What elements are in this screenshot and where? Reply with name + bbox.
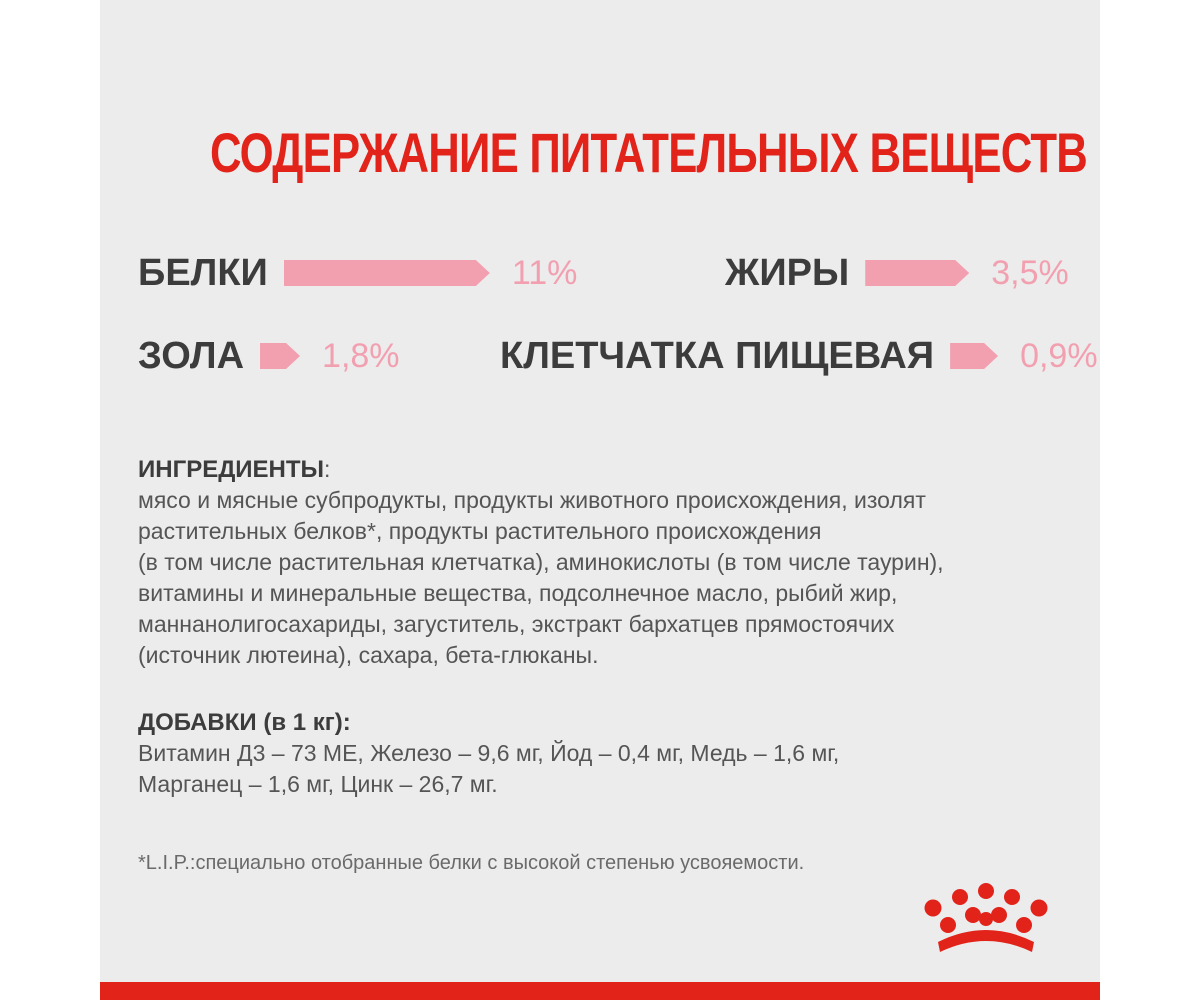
footnote: *L.I.P.:специально отобранные белки с высокой степенью усвояемости. [138,852,805,874]
ingredients-heading-row [138,454,1038,485]
nutrient-value: 11% [511,253,578,292]
nutrient-value: 3,5% [991,253,1069,292]
additives-line: Марганец – 1,6 мг, Цинк – 26,7 мг. [138,771,498,797]
nutrient-fat [725,251,1069,295]
bottom-accent-bar [100,982,1100,1000]
nutrient-label: КЛЕТЧАТКА ПИЩЕВАЯ [500,334,935,377]
ingredients-line: растительных белков*, продукты растительного происхождения [138,518,822,544]
nutrient-bar-fiber [950,343,998,369]
ingredients-section [138,454,1038,671]
ingredients-line: маннанолигосахариды, загуститель, экстракт бархатцев прямостоячих [138,611,895,637]
ingredients-line: (источник лютеина), сахара, бета-глюканы. [138,642,599,668]
ingredients-line: мясо и мясные субпродукты, продукты животного происхождения, изолят [138,487,926,513]
page-title: СОДЕРЖАНИЕ ПИТАТЕЛЬНЫХ ВЕЩЕСТВ [210,121,1088,184]
nutrient-value: 1,8% [322,336,400,375]
royal-canin-crown-icon [916,880,1056,960]
nutrient-value: 0,9% [1020,336,1098,375]
nutrient-protein [138,251,577,295]
nutrient-bar-protein [284,260,490,286]
nutrient-bar-fat [865,260,969,286]
ingredients-colon: : [324,456,331,482]
nutrition-panel [100,0,1100,1000]
additives-heading: ДОБАВКИ (в 1 кг): [138,709,351,736]
additives-line: Витамин Д3 – 73 МЕ, Железо – 9,6 мг, Йод – 0,4 мг, Медь – 1,6 мг, [138,740,840,766]
nutrient-label: ЗОЛА [138,334,245,377]
ingredients-line: (в том числе растительная клетчатка), аминокислоты (в том числе таурин), [138,549,944,575]
nutrient-ash [138,334,400,378]
nutrient-label: БЕЛКИ [138,251,268,294]
ingredients-heading: ИНГРЕДИЕНТЫ [138,456,325,483]
nutrient-label: ЖИРЫ [725,251,850,294]
ingredients-line: витамины и минеральные вещества, подсолнечное масло, рыбий жир, [138,580,898,606]
nutrient-fiber [500,334,1098,378]
additives-section [138,707,1038,800]
nutrient-bar-ash [260,343,300,369]
